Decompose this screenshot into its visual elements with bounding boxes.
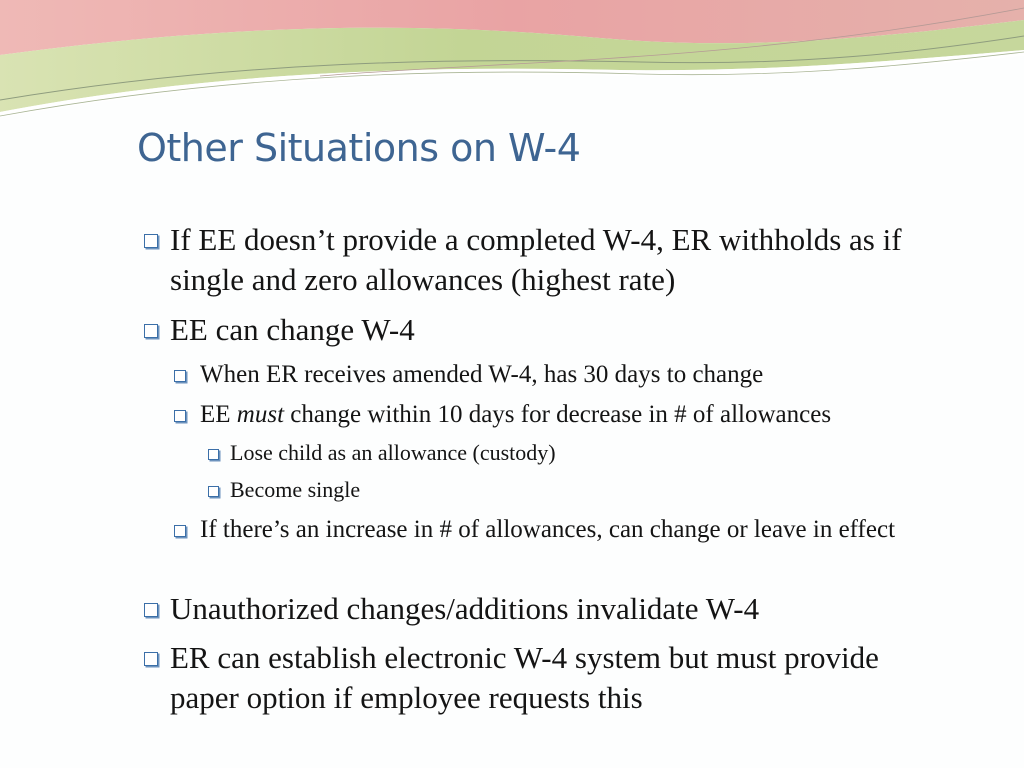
sub-sub-bullet-item — [230, 475, 950, 505]
bullet-text-suffix: change within 10 days for decrease in # of allowances — [284, 401, 832, 428]
sub-bullet-item — [200, 398, 960, 432]
bullet-item — [170, 589, 970, 629]
hollow-square-bullet-icon — [174, 370, 186, 382]
bullet-text-prefix: EE — [200, 401, 237, 428]
sub-bullet-item — [200, 513, 960, 547]
bullet-text: Lose child as an allowance (custody) — [230, 440, 556, 465]
bullet-text: If there’s an increase in # of allowances, can change or leave in effect — [200, 516, 896, 543]
bullet-text: Unauthorized changes/additions invalidate W-4 — [170, 591, 760, 626]
bullet-text: ER can establish electronic W-4 system but must provide paper option if employee requests this — [170, 640, 879, 715]
hollow-square-bullet-icon — [174, 410, 186, 422]
hollow-square-bullet-icon — [174, 525, 186, 537]
sub-sub-bullet-item — [230, 438, 950, 468]
bullet-text: Become single — [230, 477, 361, 502]
slide-title: Other Situations on W-4 — [137, 126, 581, 170]
hollow-square-bullet-icon — [144, 603, 158, 617]
bullet-text: EE can change W-4 — [170, 312, 415, 347]
bullet-item — [170, 310, 970, 350]
hollow-square-bullet-icon — [144, 652, 158, 666]
bullet-text — [200, 398, 960, 432]
hollow-square-bullet-icon — [144, 234, 158, 248]
sub-bullet-item — [200, 358, 960, 392]
bullet-item — [170, 638, 930, 718]
bullet-item — [170, 220, 970, 300]
bullet-text-emphasis: must — [236, 401, 285, 428]
bullet-text: If EE doesn’t provide a completed W-4, ER withholds as if single and zero allowances (highest rate) — [170, 222, 902, 297]
hollow-square-bullet-icon — [208, 486, 219, 497]
bullet-text: When ER receives amended W-4, has 30 days to change — [200, 361, 764, 388]
hollow-square-bullet-icon — [208, 449, 219, 460]
hollow-square-bullet-icon — [144, 324, 158, 338]
